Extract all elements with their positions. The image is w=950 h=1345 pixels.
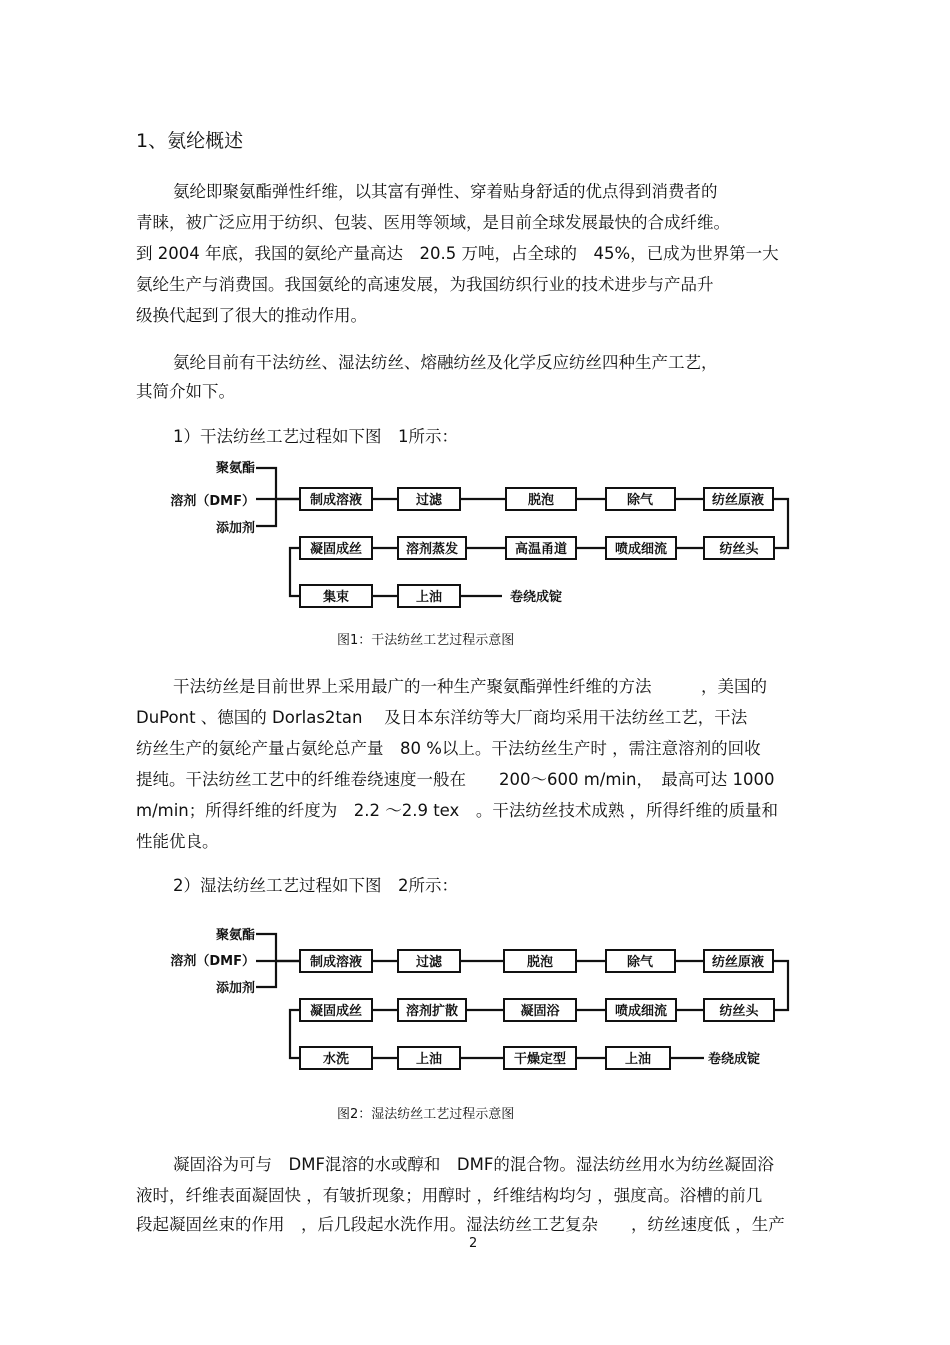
- fig2-input-additive: 添加剂: [215, 981, 255, 996]
- fig1-step-spray-stream: 喷成细流: [614, 542, 668, 557]
- page-number: 2: [469, 1236, 478, 1251]
- para2-line1: 氨纶目前有干法纺丝、湿法纺丝、熔融纺丝及化学反应纺丝四种生产工艺，: [173, 353, 718, 372]
- para1-line5: 级换代起到了很大的推动作用。: [136, 306, 367, 325]
- fig2-input-solvent: 溶剂（DMF）: [170, 954, 255, 969]
- figure-1-caption: 图1：干法纺丝工艺过程示意图: [337, 633, 515, 648]
- fig1-step-wind-up: 卷绕成锭: [510, 590, 563, 605]
- fig2-step-oiling-2: 上油: [624, 1052, 652, 1067]
- para4-line2: 液时，纤维表面凝固快 ，有皱折现象；用醇时 ，纤维结构均匀 ，强度高。浴槽的前几: [136, 1186, 763, 1205]
- figure-2-wet-spinning-flowchart: [0, 915, 950, 1080]
- para3-line4: 提纯。干法纺丝工艺中的纤维卷绕速度一般在 200～600 m/min， 最高可达 1000: [136, 770, 775, 789]
- fig2-step-filter: 过滤: [415, 955, 443, 970]
- subheading-wet-spinning: 2）湿法纺丝工艺过程如下图 2所示：: [173, 876, 458, 895]
- fig2-step-degas: 除气: [626, 955, 654, 970]
- figure-2-caption: 图2：湿法纺丝工艺过程示意图: [337, 1107, 515, 1122]
- fig2-step-spray-stream: 喷成细流: [614, 1004, 668, 1019]
- fig1-step-solvent-evaporate: 溶剂蒸发: [405, 542, 459, 557]
- fig2-step-solidify: 凝固成丝: [309, 1004, 363, 1019]
- fig2-step-dry-set: 干燥定型: [513, 1052, 567, 1067]
- para1-line4: 氨纶生产与消费国。我国氨纶的高速发展，为我国纺织行业的技术进步与产品升: [136, 275, 714, 294]
- fig1-step-filter: 过滤: [415, 493, 443, 508]
- fig2-input-polyurethane: 聚氨酯: [215, 928, 255, 943]
- para3-line6: 性能优良。: [136, 832, 219, 851]
- fig2-step-coagulation-bath: 凝固浴: [520, 1004, 560, 1019]
- fig1-step-high-temp-channel: 高温甬道: [514, 542, 568, 557]
- fig1-step-spinning-dope: 纺丝原液: [711, 493, 765, 508]
- fig1-step-solidify: 凝固成丝: [309, 542, 363, 557]
- para3-line1: 干法纺丝是目前世界上采用最广的一种生产聚氨酯弹性纤维的方法 ，美国的: [173, 677, 767, 696]
- fig2-step-water-wash: 水洗: [322, 1052, 350, 1067]
- subheading-dry-spinning: 1）干法纺丝工艺过程如下图 1所示：: [173, 427, 458, 446]
- fig1-step-oiling: 上油: [415, 590, 443, 605]
- fig2-step-deaerate: 脱泡: [526, 955, 554, 970]
- para2-line2: 其简介如下。: [136, 382, 235, 401]
- fig2-step-wind-up: 卷绕成锭: [708, 1052, 761, 1067]
- para1-line3: 到 2004 年底，我国的氨纶产量高达 20.5 万吨，占全球的 45%，已成为世界第一大: [136, 244, 779, 263]
- fig1-step-spinneret: 纺丝头: [719, 542, 759, 557]
- para3-line3: 纺丝生产的氨纶产量占氨纶总产量 80 %以上。干法纺丝生产时 ，需注意溶剂的回收: [136, 739, 761, 758]
- section-title: 1、氨纶概述: [136, 130, 244, 152]
- para1-line1: 氨纶即聚氨酯弹性纤维，以其富有弹性、穿着贴身舒适的优点得到消费者的: [173, 182, 718, 201]
- fig2-step-oiling-1: 上油: [415, 1052, 443, 1067]
- para4-line3: 段起凝固丝束的作用 ，后几段起水洗作用。湿法纺丝工艺复杂 ，纺丝速度低 ，生产: [136, 1215, 785, 1234]
- fig2-step-make-solution: 制成溶液: [309, 955, 363, 970]
- fig1-input-additive: 添加剂: [215, 521, 255, 536]
- figure-1-dry-spinning-flowchart: [0, 455, 950, 620]
- para1-line2: 青睐，被广泛应用于纺织、包装、医用等领域，是目前全球发展最快的合成纤维。: [136, 213, 730, 232]
- fig2-step-spinneret: 纺丝头: [719, 1004, 759, 1019]
- para3-line5: m/min；所得纤维的纤度为 2.2 ～2.9 tex 。干法纺丝技术成熟 ，所得纤维的质量和: [136, 801, 779, 820]
- fig2-step-solvent-diffuse: 溶剂扩散: [405, 1004, 459, 1019]
- fig1-input-polyurethane: 聚氨酯: [215, 461, 255, 476]
- fig1-step-make-solution: 制成溶液: [309, 493, 363, 508]
- fig1-step-bundle: 集束: [322, 590, 350, 605]
- para3-line2: DuPont 、德国的 Dorlas2tan 及日本东洋纺等大厂商均采用干法纺丝工艺，干法: [136, 708, 748, 727]
- fig1-step-degas: 除气: [626, 493, 654, 508]
- fig1-step-deaerate: 脱泡: [527, 493, 555, 508]
- para4-line1: 凝固浴为可与 DMF混溶的水或醇和 DMF的混合物。湿法纺丝用水为纺丝凝固浴: [173, 1155, 774, 1174]
- fig1-input-solvent: 溶剂（DMF）: [170, 494, 255, 509]
- fig2-step-spinning-dope: 纺丝原液: [711, 955, 765, 970]
